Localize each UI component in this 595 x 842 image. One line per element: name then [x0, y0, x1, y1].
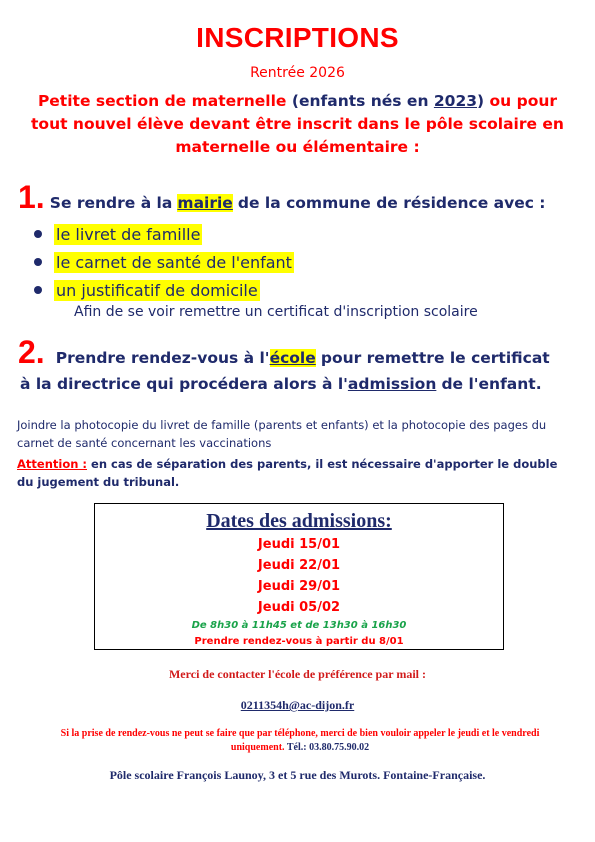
phone-label: Tél.:: [286, 742, 307, 753]
admissions-title: Dates des admissions:: [206, 510, 392, 532]
step-2-highlight: école: [269, 349, 316, 367]
phone-number: 03.80.75.90.02: [309, 742, 370, 753]
step-2-line-2: [20, 374, 542, 393]
list-item: [34, 220, 294, 248]
page-title: INSCRIPTIONS: [196, 22, 399, 53]
bullet-icon: [34, 286, 42, 294]
list-item-text: le livret de famille: [56, 224, 201, 244]
bullet-icon: [34, 258, 42, 266]
step-2-line2-after: de l'enfant.: [441, 375, 542, 393]
subtitle: Rentrée 2026: [250, 65, 345, 81]
step-2-number: 2.: [18, 334, 45, 370]
intro-paragraph: [20, 90, 575, 159]
document-list: [34, 220, 294, 304]
attention-note: [17, 455, 577, 491]
step-2-line2-before: à la directrice qui procédera alors à l': [20, 375, 348, 393]
admission-date: Jeudi 22/01: [257, 558, 341, 573]
join-documents-text: Joindre la photocopie du livret de famille (parents et enfants) et la photocopie des pages du carnet de santé concernant les vaccinations: [17, 418, 547, 450]
intro-part2: (enfants nés en: [291, 92, 429, 110]
intro-part3: ): [477, 92, 485, 110]
contact-email-link[interactable]: 0211354h@ac-dijon.fr: [240, 698, 355, 712]
step-2: [18, 336, 550, 368]
admission-dates: [95, 534, 503, 618]
step-2-line2-underline: admission: [347, 375, 437, 393]
phone-note: [40, 727, 560, 755]
step-1-text-after: de la commune de résidence avec :: [237, 194, 546, 212]
step-1-text-before: Se rendre à la: [49, 194, 173, 212]
step-1-note: Afin de se voir remettre un certificat d'inscription scolaire: [74, 304, 478, 320]
contact-text: Merci de contacter l'école de préférence par mail :: [168, 667, 426, 681]
list-item: [34, 276, 294, 304]
attention-label: Attention :: [17, 457, 88, 471]
admission-rdv: Prendre rendez-vous à partir du 8/01: [194, 636, 404, 647]
step-2-text-after: pour remettre le certificat: [320, 349, 550, 367]
list-item-text: le carnet de santé de l'enfant: [56, 252, 292, 272]
attention-text: en cas de séparation des parents, il est nécessaire d'apporter le double du jugement du tribunal.: [17, 457, 558, 489]
intro-part1: Petite section de maternelle: [37, 92, 287, 110]
bullet-icon: [34, 230, 42, 238]
intro-year: 2023: [433, 92, 478, 110]
admissions-box: [94, 503, 504, 650]
school-address: Pôle scolaire François Launoy, 3 et 5 rue des Murots. Fontaine-Française.: [109, 768, 486, 782]
admission-date: Jeudi 15/01: [257, 537, 341, 552]
list-item: [34, 248, 294, 276]
admission-hours: De 8h30 à 11h45 et de 13h30 à 16h30: [191, 620, 407, 631]
admission-date: Jeudi 05/02: [257, 600, 341, 615]
admission-date: Jeudi 29/01: [257, 579, 341, 594]
phone-note-text: Si la prise de rendez-vous ne peut se faire que par téléphone, merci de bien vouloir appeler le jeudi et le vendredi uniquement.: [60, 728, 540, 753]
intro-part4: ou pour tout nouvel élève devant être inscrit dans le pôle scolaire en maternelle ou élémentaire :: [31, 92, 564, 156]
step-1-number: 1.: [18, 179, 45, 215]
step-1-highlight: mairie: [177, 194, 233, 212]
step-1: [18, 181, 546, 213]
list-item-text: un justificatif de domicile: [56, 280, 258, 300]
step-2-text-before: Prendre rendez-vous à l': [55, 349, 270, 367]
